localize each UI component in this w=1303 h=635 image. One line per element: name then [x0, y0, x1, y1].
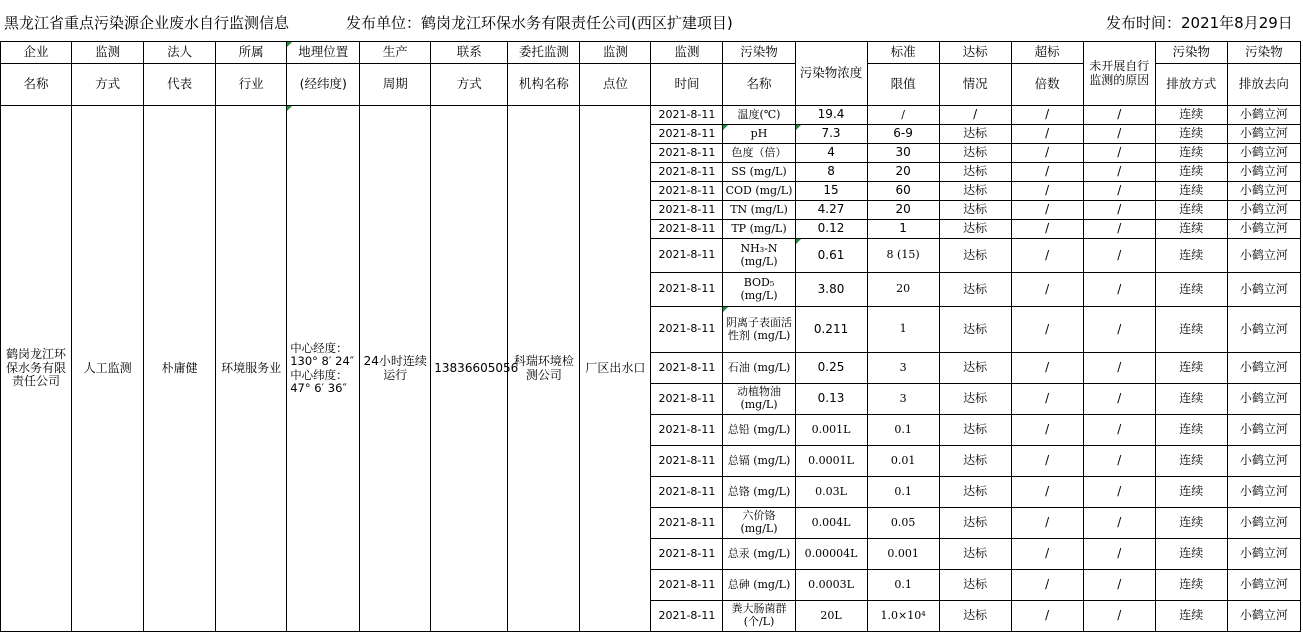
cell-limit: / [867, 106, 939, 125]
cell-mode: 连续 [1155, 125, 1227, 144]
col-header-cycle-2: 周期 [360, 64, 431, 106]
header-row-top [1, 42, 1301, 64]
cell-status: 达标 [939, 601, 1011, 632]
cell-limit: 0.1 [867, 477, 939, 508]
table-row [1, 106, 1301, 125]
cell-limit: 20 [867, 273, 939, 307]
col-header-reason: 未开展自行监测的原因 [1083, 42, 1155, 106]
cell-dest: 小鹤立河 [1227, 144, 1300, 163]
cell-date: 2021-8-11 [651, 239, 723, 273]
cell-concentration: 0.13 [795, 384, 867, 415]
cell-mode: 连续 [1155, 601, 1227, 632]
cell-dest: 小鹤立河 [1227, 220, 1300, 239]
cell-date: 2021-8-11 [651, 163, 723, 182]
cell-pollutant: TP (mg/L) [723, 220, 795, 239]
cell-dest: 小鹤立河 [1227, 601, 1300, 632]
cell-limit: 20 [867, 163, 939, 182]
cell-mode: 连续 [1155, 446, 1227, 477]
col-header-contact-2: 方式 [431, 64, 508, 106]
cell-dest: 小鹤立河 [1227, 353, 1300, 384]
col-header-company: 企业 [1, 42, 72, 64]
cell-reason: / [1083, 307, 1155, 353]
cell-reason: / [1083, 446, 1155, 477]
cell-reason: / [1083, 508, 1155, 539]
industry: 环境服务业 [216, 106, 287, 632]
col-header-cycle: 生产 [360, 42, 431, 64]
cell-limit: 0.1 [867, 415, 939, 446]
col-header-over: 超标 [1011, 42, 1083, 64]
cell-mode: 连续 [1155, 415, 1227, 446]
cell-reason: / [1083, 125, 1155, 144]
cell-concentration: 4.27 [795, 201, 867, 220]
cell-limit: 20 [867, 201, 939, 220]
cell-mode: 连续 [1155, 182, 1227, 201]
cell-status: 达标 [939, 353, 1011, 384]
col-header-limit: 标准 [867, 42, 939, 64]
cell-status: 达标 [939, 570, 1011, 601]
cell-reason: / [1083, 239, 1155, 273]
cell-date: 2021-8-11 [651, 106, 723, 125]
cell-reason: / [1083, 201, 1155, 220]
cell-date: 2021-8-11 [651, 477, 723, 508]
sheet-header [0, 0, 1303, 40]
cell-dest: 小鹤立河 [1227, 384, 1300, 415]
col-header-status: 达标 [939, 42, 1011, 64]
cell-limit: 0.001 [867, 539, 939, 570]
cell-over: / [1011, 106, 1083, 125]
cell-concentration: 15 [795, 182, 867, 201]
cell-dest: 小鹤立河 [1227, 539, 1300, 570]
cell-reason: / [1083, 273, 1155, 307]
col-header-location-2: (经纬度) [287, 64, 360, 106]
cell-pollutant: pH [723, 125, 795, 144]
cell-date: 2021-8-11 [651, 273, 723, 307]
cell-reason: / [1083, 353, 1155, 384]
monitor-method: 人工监测 [72, 106, 144, 632]
cell-reason: / [1083, 220, 1155, 239]
cell-limit: 3 [867, 353, 939, 384]
cell-over: / [1011, 384, 1083, 415]
col-header-industry: 所属 [216, 42, 287, 64]
cell-reason: / [1083, 384, 1155, 415]
contact: 13836605056 [431, 106, 508, 632]
cell-date: 2021-8-11 [651, 201, 723, 220]
cell-dest: 小鹤立河 [1227, 201, 1300, 220]
cell-mode: 连续 [1155, 307, 1227, 353]
col-header-status-2: 情况 [939, 64, 1011, 106]
cell-dest: 小鹤立河 [1227, 415, 1300, 446]
cell-pollutant: NH₃-N (mg/L) [723, 239, 795, 273]
cell-status: 达标 [939, 477, 1011, 508]
col-header-industry-2: 行业 [216, 64, 287, 106]
cell-over: / [1011, 182, 1083, 201]
cell-reason: / [1083, 163, 1155, 182]
cell-pollutant: 总镉 (mg/L) [723, 446, 795, 477]
cell-over: / [1011, 163, 1083, 182]
cell-status: 达标 [939, 384, 1011, 415]
cell-concentration: 7.3 [795, 125, 867, 144]
publish-time: 发布时间：2021年8月29日 [1106, 14, 1293, 32]
cell-date: 2021-8-11 [651, 415, 723, 446]
cell-over: / [1011, 570, 1083, 601]
cell-status: 达标 [939, 446, 1011, 477]
cell-limit: 1 [867, 307, 939, 353]
cell-mode: 连续 [1155, 508, 1227, 539]
cell-mode: 连续 [1155, 163, 1227, 182]
cell-limit: 1.0×10⁴ [867, 601, 939, 632]
cell-status: 达标 [939, 125, 1011, 144]
col-header-method-2: 方式 [72, 64, 144, 106]
cell-reason: / [1083, 415, 1155, 446]
col-header-time-2: 时间 [651, 64, 723, 106]
cell-status: 达标 [939, 239, 1011, 273]
cell-date: 2021-8-11 [651, 220, 723, 239]
cell-status: / [939, 106, 1011, 125]
cell-date: 2021-8-11 [651, 601, 723, 632]
col-header-location: 地理位置 [287, 42, 360, 64]
col-header-point: 监测 [580, 42, 651, 64]
cell-date: 2021-8-11 [651, 125, 723, 144]
cell-pollutant: BOD₅ (mg/L) [723, 273, 795, 307]
publisher-label: 发布单位：鹤岗龙江环保水务有限责任公司(西区扩建项目) [346, 14, 733, 32]
company-name: 鹤岗龙江环保水务有限责任公司 [1, 106, 72, 632]
cell-concentration: 0.61 [795, 239, 867, 273]
col-header-mode-2: 排放方式 [1155, 64, 1227, 106]
cell-mode: 连续 [1155, 220, 1227, 239]
cell-reason: / [1083, 182, 1155, 201]
cell-dest: 小鹤立河 [1227, 307, 1300, 353]
cell-date: 2021-8-11 [651, 144, 723, 163]
cell-date: 2021-8-11 [651, 570, 723, 601]
col-header-over-2: 倍数 [1011, 64, 1083, 106]
col-header-pollutant: 污染物 [723, 42, 795, 64]
cell-status: 达标 [939, 182, 1011, 201]
cell-pollutant: 温度(℃) [723, 106, 795, 125]
page-title: 黑龙江省重点污染源企业废水自行监测信息 [4, 14, 290, 32]
cell-over: / [1011, 220, 1083, 239]
cell-mode: 连续 [1155, 273, 1227, 307]
cell-date: 2021-8-11 [651, 182, 723, 201]
cell-status: 达标 [939, 273, 1011, 307]
cell-over: / [1011, 477, 1083, 508]
cell-pollutant: 六价铬 (mg/L) [723, 508, 795, 539]
cell-dest: 小鹤立河 [1227, 446, 1300, 477]
cell-pollutant: TN (mg/L) [723, 201, 795, 220]
cell-pollutant: 总铅 (mg/L) [723, 415, 795, 446]
cell-date: 2021-8-11 [651, 353, 723, 384]
cell-pollutant: 总铬 (mg/L) [723, 477, 795, 508]
cell-dest: 小鹤立河 [1227, 570, 1300, 601]
cell-status: 达标 [939, 539, 1011, 570]
cell-mode: 连续 [1155, 570, 1227, 601]
cell-dest: 小鹤立河 [1227, 182, 1300, 201]
cell-over: / [1011, 144, 1083, 163]
cell-concentration: 3.80 [795, 273, 867, 307]
cell-concentration: 19.4 [795, 106, 867, 125]
col-header-legal-2: 代表 [144, 64, 216, 106]
cell-status: 达标 [939, 508, 1011, 539]
cell-mode: 连续 [1155, 201, 1227, 220]
cell-limit: 0.05 [867, 508, 939, 539]
cell-concentration: 0.0001L [795, 446, 867, 477]
cell-over: / [1011, 239, 1083, 273]
cell-over: / [1011, 539, 1083, 570]
cell-limit: 0.1 [867, 570, 939, 601]
cell-date: 2021-8-11 [651, 384, 723, 415]
cell-pollutant: 总砷 (mg/L) [723, 570, 795, 601]
cell-reason: / [1083, 144, 1155, 163]
cell-over: / [1011, 601, 1083, 632]
cell-mode: 连续 [1155, 384, 1227, 415]
cell-concentration: 0.001L [795, 415, 867, 446]
cell-pollutant: 动植物油 (mg/L) [723, 384, 795, 415]
cell-dest: 小鹤立河 [1227, 508, 1300, 539]
cell-dest: 小鹤立河 [1227, 125, 1300, 144]
cell-date: 2021-8-11 [651, 446, 723, 477]
cell-mode: 连续 [1155, 239, 1227, 273]
col-header-concentration: 污染物浓度 [795, 42, 867, 106]
col-header-agency: 委托监测 [508, 42, 580, 64]
cell-status: 达标 [939, 163, 1011, 182]
cell-dest: 小鹤立河 [1227, 273, 1300, 307]
cell-over: / [1011, 273, 1083, 307]
cell-concentration: 20L [795, 601, 867, 632]
cell-dest: 小鹤立河 [1227, 477, 1300, 508]
cell-over: / [1011, 201, 1083, 220]
col-header-agency-2: 机构名称 [508, 64, 580, 106]
cell-concentration: 8 [795, 163, 867, 182]
col-header-company-2: 名称 [1, 64, 72, 106]
cell-limit: 1 [867, 220, 939, 239]
cell-pollutant: 粪大肠菌群 (个/L) [723, 601, 795, 632]
col-header-contact: 联系 [431, 42, 508, 64]
cell-concentration: 0.00004L [795, 539, 867, 570]
cell-over: / [1011, 307, 1083, 353]
cell-mode: 连续 [1155, 477, 1227, 508]
cell-reason: / [1083, 570, 1155, 601]
monitor-point: 厂区出水口 [580, 106, 651, 632]
cell-concentration: 0.03L [795, 477, 867, 508]
cell-dest: 小鹤立河 [1227, 163, 1300, 182]
col-header-time: 监测 [651, 42, 723, 64]
cell-reason: / [1083, 106, 1155, 125]
col-header-method: 监测 [72, 42, 144, 64]
col-header-point-2: 点位 [580, 64, 651, 106]
cell-concentration: 0.004L [795, 508, 867, 539]
cell-reason: / [1083, 539, 1155, 570]
legal-rep: 朴庸健 [144, 106, 216, 632]
col-header-dest-2: 排放去向 [1227, 64, 1300, 106]
cell-pollutant: COD (mg/L) [723, 182, 795, 201]
cell-over: / [1011, 353, 1083, 384]
cell-over: / [1011, 446, 1083, 477]
cell-limit: 3 [867, 384, 939, 415]
cell-reason: / [1083, 477, 1155, 508]
cell-status: 达标 [939, 220, 1011, 239]
col-header-limit-2: 限值 [867, 64, 939, 106]
cell-over: / [1011, 125, 1083, 144]
cell-reason: / [1083, 601, 1155, 632]
cell-over: / [1011, 415, 1083, 446]
cell-mode: 连续 [1155, 144, 1227, 163]
cell-mode: 连续 [1155, 539, 1227, 570]
geo-location: 中心经度：130° 8′ 24″ 中心纬度：47° 6′ 36″ [287, 106, 360, 632]
monitoring-table [0, 41, 1301, 632]
cell-over: / [1011, 508, 1083, 539]
cell-status: 达标 [939, 201, 1011, 220]
cell-concentration: 4 [795, 144, 867, 163]
cell-limit: 8 (15) [867, 239, 939, 273]
agency-name: 科瑞环境检测公司 [508, 106, 580, 632]
cell-date: 2021-8-11 [651, 508, 723, 539]
cell-concentration: 0.12 [795, 220, 867, 239]
cell-pollutant: 石油 (mg/L) [723, 353, 795, 384]
cell-concentration: 0.211 [795, 307, 867, 353]
cell-limit: 60 [867, 182, 939, 201]
col-header-pollutant-2: 名称 [723, 64, 795, 106]
cell-pollutant: 阴离子表面活性剂 (mg/L) [723, 307, 795, 353]
cell-status: 达标 [939, 415, 1011, 446]
cell-limit: 0.01 [867, 446, 939, 477]
cell-pollutant: 总汞 (mg/L) [723, 539, 795, 570]
col-header-dest: 污染物 [1227, 42, 1300, 64]
cell-concentration: 0.0003L [795, 570, 867, 601]
cell-status: 达标 [939, 144, 1011, 163]
cell-limit: 6-9 [867, 125, 939, 144]
col-header-legal: 法人 [144, 42, 216, 64]
cell-pollutant: 色度（倍） [723, 144, 795, 163]
col-header-mode: 污染物 [1155, 42, 1227, 64]
cell-mode: 连续 [1155, 106, 1227, 125]
cell-dest: 小鹤立河 [1227, 106, 1300, 125]
cell-concentration: 0.25 [795, 353, 867, 384]
production-cycle: 24小时连续运行 [360, 106, 431, 632]
cell-date: 2021-8-11 [651, 539, 723, 570]
cell-status: 达标 [939, 307, 1011, 353]
cell-limit: 30 [867, 144, 939, 163]
cell-dest: 小鹤立河 [1227, 239, 1300, 273]
cell-pollutant: SS (mg/L) [723, 163, 795, 182]
cell-date: 2021-8-11 [651, 307, 723, 353]
cell-mode: 连续 [1155, 353, 1227, 384]
